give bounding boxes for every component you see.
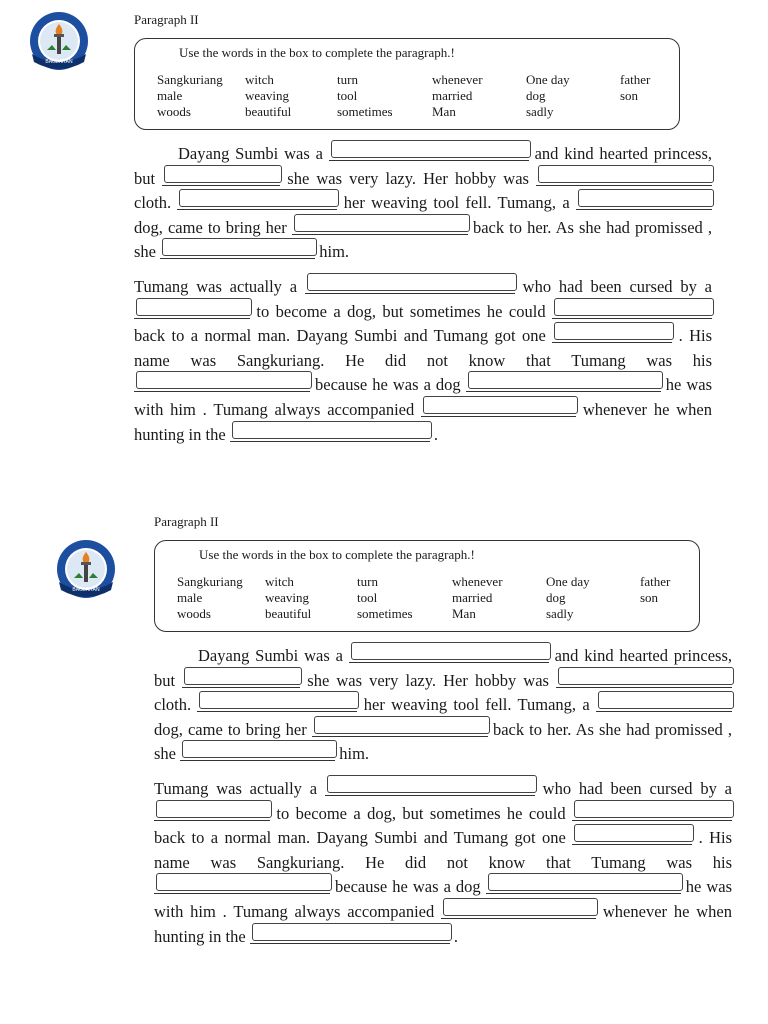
paragraph-text: . His name was Sangkuriang. He did not know that Tumang was his xyxy=(134,326,713,370)
paragraph-text: her weaving tool fell. Tumang, a xyxy=(363,695,590,715)
word-bank-item: One day xyxy=(526,72,570,87)
paragraph-text: who had been cursed by a xyxy=(522,276,712,296)
paragraph-text: him. xyxy=(339,744,370,764)
word-bank-item: dog xyxy=(546,590,566,605)
answer-blank[interactable] xyxy=(552,302,712,319)
word-bank-item: tool xyxy=(357,590,378,605)
word-bank-item: married xyxy=(432,88,473,103)
answer-blank[interactable] xyxy=(312,720,488,737)
paragraph-text: to become a dog, but sometimes he could xyxy=(256,301,546,321)
paragraph-text: . xyxy=(433,424,439,444)
paragraph-text: she was very lazy. Her hobby was xyxy=(307,670,549,690)
answer-blank[interactable] xyxy=(572,828,692,845)
paragraph-text: she was very lazy. Her hobby was xyxy=(287,168,529,188)
paragraph-text: . His name was Sangkuriang. He did not know that Tumang was his xyxy=(154,828,733,872)
answer-blank[interactable] xyxy=(154,804,270,821)
word-bank-item: dog xyxy=(526,88,546,103)
answer-blank[interactable] xyxy=(162,169,280,186)
word-bank-item: turn xyxy=(357,574,378,589)
paragraph-text: back to her. As she had promissed , she xyxy=(154,719,733,764)
word-bank-item: male xyxy=(177,590,203,605)
answer-blank[interactable] xyxy=(134,375,310,392)
word-bank-item: married xyxy=(452,590,493,605)
answer-blank[interactable] xyxy=(325,779,535,796)
paragraph-text: to become a dog, but sometimes he could xyxy=(276,803,566,823)
paragraph-text: back to a normal man. Dayang Sumbi and Tumang got one xyxy=(154,828,566,848)
answer-blank[interactable] xyxy=(305,277,515,294)
word-bank-item: witch xyxy=(245,72,274,87)
word-bank-item: beautiful xyxy=(245,104,292,119)
paragraph-text: dog, came to bring her xyxy=(154,719,307,739)
answer-blank[interactable] xyxy=(466,375,661,392)
paragraph-text: cloth. xyxy=(154,695,192,715)
paragraph-two xyxy=(154,777,732,949)
answer-blank[interactable] xyxy=(486,877,681,894)
word-bank-item: Man xyxy=(452,606,476,621)
answer-blank[interactable] xyxy=(441,902,596,919)
section-title: Paragraph II xyxy=(154,514,219,529)
instruction-text: Use the words in the box to complete the paragraph.! xyxy=(179,45,455,60)
word-bank-item xyxy=(620,104,667,120)
word-bank-item: weaving xyxy=(245,88,290,103)
word-bank-box xyxy=(134,38,680,130)
paragraph-text: and kind hearted princess, but xyxy=(154,646,733,690)
answer-blank[interactable] xyxy=(572,804,732,821)
answer-blank[interactable] xyxy=(556,671,732,688)
word-bank-item: sometimes xyxy=(337,104,393,119)
answer-blank[interactable] xyxy=(250,927,450,944)
word-bank-grid xyxy=(157,72,667,120)
word-bank-item: sometimes xyxy=(357,606,413,621)
answer-blank[interactable] xyxy=(421,400,576,417)
word-bank-item: sadly xyxy=(546,606,574,621)
word-bank-item: Sangkuriang xyxy=(177,574,243,589)
paragraph-text: Dayang Sumbi was a xyxy=(198,646,343,665)
word-bank-item: whenever xyxy=(452,574,503,589)
answer-blank[interactable] xyxy=(329,144,529,161)
answer-blank[interactable] xyxy=(182,671,300,688)
paragraph-text: whenever he when hunting in the xyxy=(154,901,732,946)
paragraph-text: and kind hearted princess, but xyxy=(134,144,713,188)
answer-blank[interactable] xyxy=(230,425,430,442)
paragraph-text: whenever he when hunting in the xyxy=(134,399,712,444)
word-bank-grid xyxy=(177,574,687,622)
word-bank-item: father xyxy=(620,72,651,87)
answer-blank[interactable] xyxy=(160,242,315,259)
word-bank-item: beautiful xyxy=(265,606,312,621)
instruction-text: Use the words in the box to complete the paragraph.! xyxy=(199,547,475,562)
word-bank-item: woods xyxy=(177,606,211,621)
paragraph-one xyxy=(134,142,712,265)
word-bank-item: father xyxy=(640,574,671,589)
word-bank-item: whenever xyxy=(432,72,483,87)
paragraph-text: he was with him . Tumang always accompanied xyxy=(154,877,732,921)
answer-blank[interactable] xyxy=(180,744,335,761)
word-bank-item: male xyxy=(157,88,183,103)
school-logo xyxy=(28,10,90,72)
section-title: Paragraph II xyxy=(134,12,199,27)
answer-blank[interactable] xyxy=(536,169,712,186)
word-bank-item xyxy=(640,606,687,622)
answer-blank[interactable] xyxy=(134,302,250,319)
paragraph-text: Tumang was actually a xyxy=(134,276,298,296)
answer-blank[interactable] xyxy=(576,193,712,210)
worksheet-copy-2 xyxy=(154,514,744,949)
school-logo xyxy=(55,538,117,600)
word-bank-item: One day xyxy=(546,574,590,589)
paragraph-text: because he was a dog xyxy=(335,877,481,897)
word-bank-item: tool xyxy=(337,88,358,103)
answer-blank[interactable] xyxy=(596,695,732,712)
word-bank-item: son xyxy=(640,590,659,605)
paragraph-text: her weaving tool fell. Tumang, a xyxy=(343,193,570,213)
answer-blank[interactable] xyxy=(197,695,357,712)
paragraph-text: because he was a dog xyxy=(315,375,461,395)
word-bank-item: weaving xyxy=(265,590,310,605)
paragraph-text: cloth. xyxy=(134,193,172,213)
paragraph-text: back to her. As she had promissed , she xyxy=(134,217,713,262)
word-bank-item: sadly xyxy=(526,104,554,119)
paragraph-text: Dayang Sumbi was a xyxy=(178,144,323,163)
paragraph-one xyxy=(154,644,732,767)
word-bank-item: Sangkuriang xyxy=(157,72,223,87)
paragraph-text: dog, came to bring her xyxy=(134,217,287,237)
word-bank-item: Man xyxy=(432,104,456,119)
word-bank-box xyxy=(154,540,700,632)
word-bank-item: son xyxy=(620,88,639,103)
word-bank-item: turn xyxy=(337,72,358,87)
paragraph-text: him. xyxy=(319,242,350,262)
answer-blank[interactable] xyxy=(177,193,337,210)
worksheet-copy-1 xyxy=(134,12,724,447)
paragraph-text: who had been cursed by a xyxy=(542,778,732,798)
answer-blank[interactable] xyxy=(154,877,330,894)
answer-blank[interactable] xyxy=(552,326,672,343)
paragraph-two xyxy=(134,275,712,447)
answer-blank[interactable] xyxy=(349,646,549,663)
word-bank-item: witch xyxy=(265,574,294,589)
answer-blank[interactable] xyxy=(292,218,468,235)
paragraph-text: Tumang was actually a xyxy=(154,778,318,798)
word-bank-item: woods xyxy=(157,104,191,119)
paragraph-text: . xyxy=(453,926,459,946)
paragraph-text: back to a normal man. Dayang Sumbi and Tumang got one xyxy=(134,326,546,346)
paragraph-text: he was with him . Tumang always accompanied xyxy=(134,375,712,419)
